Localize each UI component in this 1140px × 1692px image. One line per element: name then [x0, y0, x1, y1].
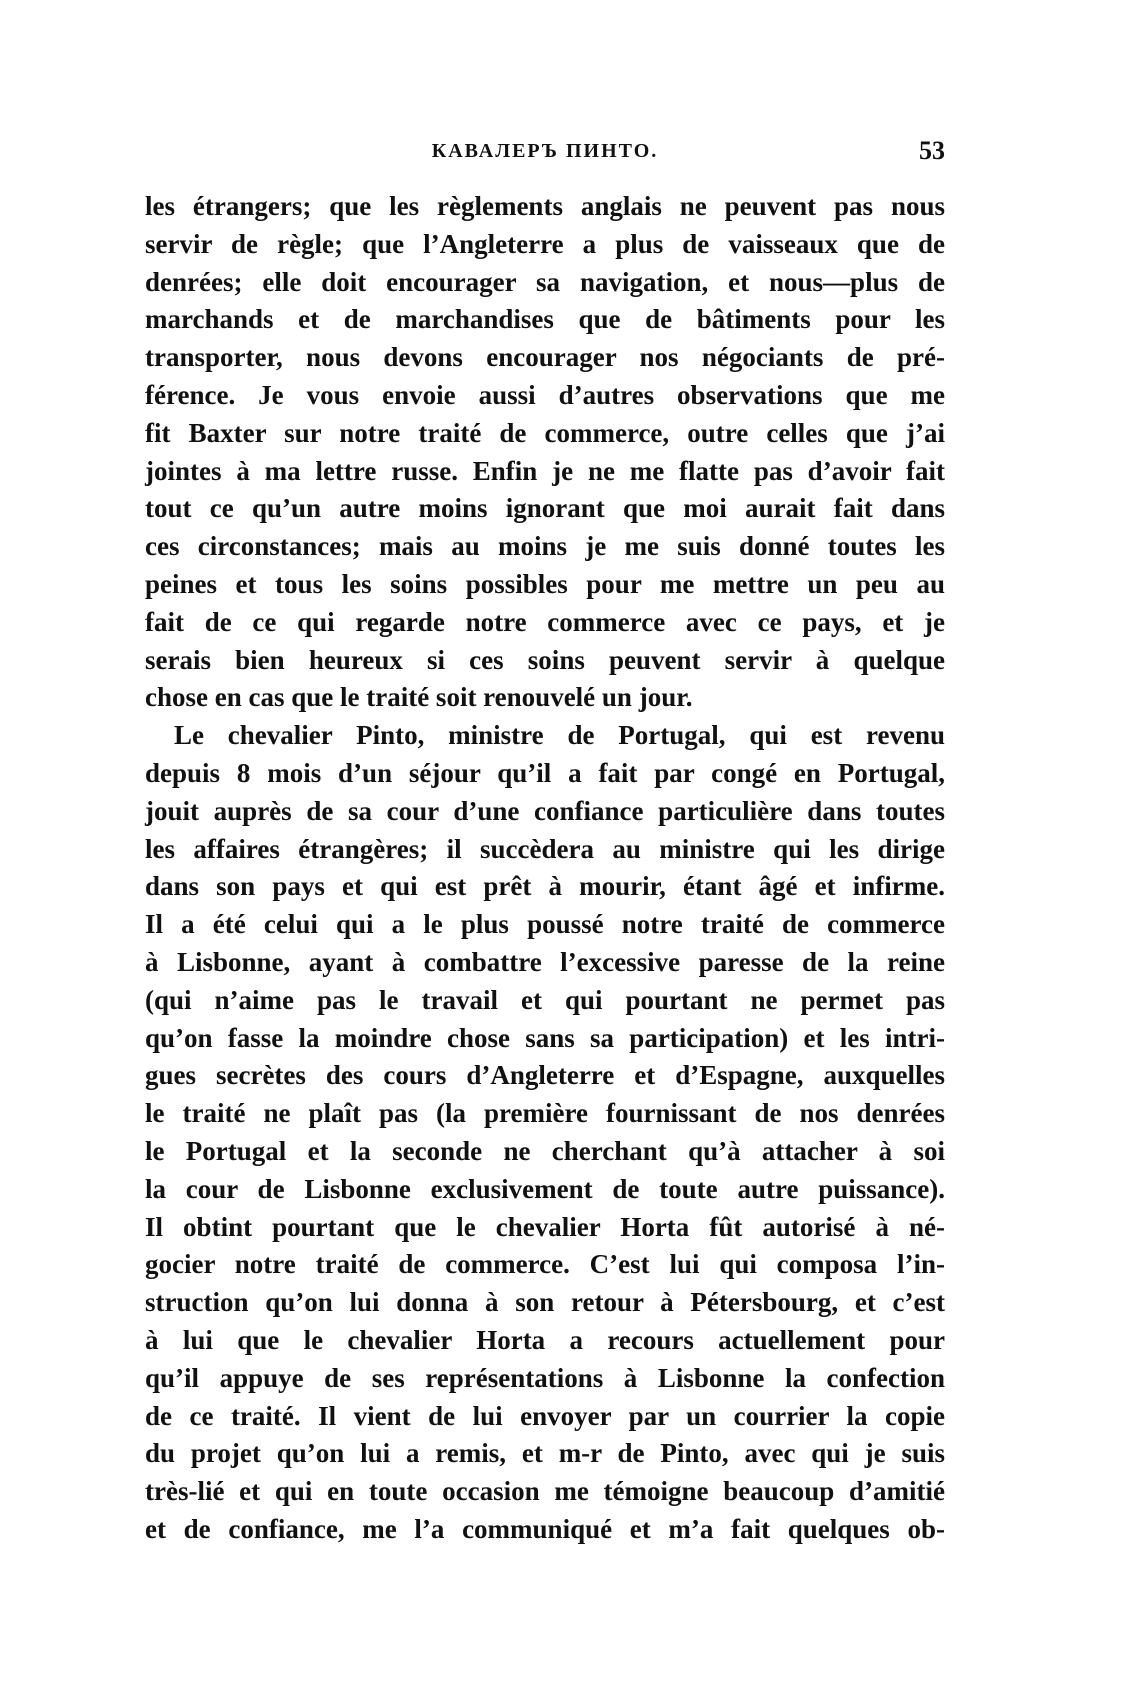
text-line: à lui que le chevalier Horta a recours actuellement pour [145, 1324, 945, 1355]
text-line: à Lisbonne, ayant à combattre l’excessive paresse de la reine [145, 946, 945, 977]
text-line: chose en cas que le traité soit renouvelé un jour. [145, 682, 693, 713]
page-number: 53 [919, 136, 945, 165]
paragraph-1 [145, 188, 945, 717]
text-line: depuis 8 mois d’un séjour qu’il a fait par congé en Portugal, [145, 757, 945, 788]
text-line: le Portugal et la seconde ne cherchant qu’à attacher à soi [145, 1135, 945, 1166]
text-line: dans son pays et qui est prêt à mourir, étant âgé et infirme. [145, 871, 945, 902]
text-line: les étrangers; que les règlements anglais ne peuvent pas nous [145, 191, 945, 221]
body-text [145, 188, 945, 1549]
text-line: tout ce qu’un autre moins ignorant que moi aurait fait dans [145, 493, 945, 524]
text-line: de ce traité. Il vient de lui envoyer par un courrier la copie [145, 1400, 945, 1431]
text-line: servir de règle; que l’Angleterre a plus de vaisseaux que de [145, 228, 945, 259]
text-line: qu’on fasse la moindre chose sans sa participation) et les intri- [145, 1022, 945, 1053]
text-line: serais bien heureux si ces soins peuvent servir à quelque [145, 644, 945, 675]
text-line: fit Baxter sur notre traité de commerce, outre celles que j’ai [145, 417, 945, 448]
text-line: la cour de Lisbonne exclusivement de toute autre puissance). [145, 1173, 945, 1204]
text-line: Il a été celui qui a le plus poussé notre traité de commerce [145, 909, 945, 940]
running-head: КАВАЛЕРЪ ПИНТО. [431, 140, 659, 162]
text-line: très-lié et qui en toute occasion me témoigne beaucoup d’amitié [145, 1476, 945, 1507]
text-line: (qui n’aime pas le travail et qui pourtant ne permet pas [145, 984, 945, 1015]
text-line: les affaires étrangères; il succèdera au ministre qui les dirige [145, 833, 945, 864]
text-line: jouit auprès de sa cour d’une confiance particulière dans toutes [145, 795, 945, 826]
text-line: Il obtint pourtant que le chevalier Horta fût autorisé à né- [145, 1211, 945, 1242]
text-line: qu’il appuye de ses représentations à Lisbonne la confection [145, 1362, 945, 1393]
page-header [145, 136, 945, 176]
text-line: gocier notre traité de commerce. C’est lui qui composa l’in- [145, 1249, 945, 1280]
text-line: du projet qu’on lui a remis, et m-r de Pinto, avec qui je suis [145, 1438, 945, 1469]
text-line: jointes à ma lettre russe. Enfin je ne me flatte pas d’avoir fait [145, 455, 945, 486]
text-line: le traité ne plaît pas (la première fournissant de nos denrées [145, 1098, 945, 1129]
text-line: et de confiance, me l’a communiqué et m’a fait quelques ob- [145, 1513, 945, 1544]
text-line: peines et tous les soins possibles pour me mettre un peu au [145, 568, 945, 599]
paragraph-2 [145, 717, 945, 1549]
text-line: Le chevalier Pinto, ministre de Portugal, qui est revenu [174, 720, 945, 751]
text-line: férence. Je vous envoie aussi d’autres observations que me [145, 379, 945, 410]
text-line: struction qu’on lui donna à son retour à Pétersbourg, et c’est [145, 1287, 945, 1318]
text-line: marchands et de marchandises que de bâtiments pour les [145, 304, 945, 335]
text-line: gues secrètes des cours d’Angleterre et d’Espagne, auxquelles [145, 1060, 945, 1091]
text-line: fait de ce qui regarde notre commerce avec ce pays, et je [145, 606, 945, 637]
text-line: transporter, nous devons encourager nos négociants de pré- [145, 342, 945, 373]
text-line: ces circonstances; mais au moins je me suis donné toutes les [145, 531, 945, 562]
text-line: denrées; elle doit encourager sa navigation, et nous—plus de [145, 266, 945, 297]
